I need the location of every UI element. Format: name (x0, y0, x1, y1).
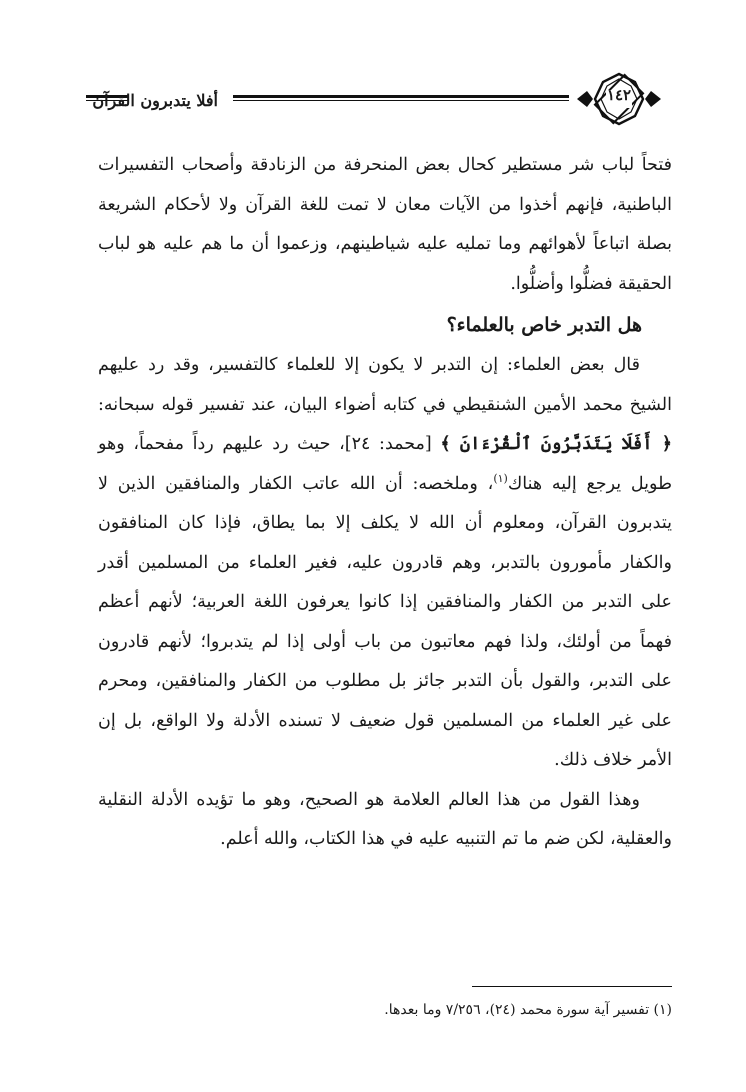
page-number: ١٤٢ (606, 86, 632, 104)
footnote: (١) تفسير آية سورة محمد (٢٤)، ٧/٢٥٦ وما بعدها. (384, 1002, 672, 1018)
section-heading: هل التدبر خاص بالعلماء؟ (446, 314, 642, 336)
footnote-marker[interactable]: (١) (493, 471, 508, 485)
header-rule-thin (233, 100, 569, 101)
footnote-separator (472, 986, 672, 987)
body-text (98, 146, 672, 860)
paragraph-3: وهذا القول من هذا العالم العلامة هو الصحيح، وهو ما تؤيده الأدلة النقلية والعقلية، لكن ضم ما تم التنبيه عليه في هذا الكتاب، والله أعلم. (98, 789, 672, 849)
paragraph-2 (98, 346, 672, 781)
paragraph-2-intro: قال بعض العلماء: إن التدبر لا يكون إلا للعلماء كالتفسير، وقد رد عليهم الشيخ محمد الأمين الشنقيطي في كتابه أضواء البيان، عند تفسير قوله سبحانه: (98, 355, 672, 415)
paragraph-1: فتحاً لباب شر مستطير كحال بعض المنحرفة من الزنادقة وأصحاب التفسيرات الباطنية، فإنهم أخذوا من الآيات معان لا تمت للغة القرآن ولا لأحكام الشريعة بصلة اتباعاً لأهوائهم وما تمليه عليه شياطينهم، وزعموا أن ما هم عليه هو لباب الحقيقة فضلُّوا وأضلُّوا. (98, 155, 672, 294)
paragraph-2-summary: ، وملخصه: أن الله عاتب الكفار والمنافقين الذين لا يتدبرون القرآن، ومعلوم أن الله لا يكلف إلا بما يطاق، فإذا كان المنافقون والكفار مأمورون بالتدبر، وهم قادرون عليه، فغير العلماء من المسلمين أقدر على التدبر من الكفار والمنافقين إذا كانوا يعرفون اللغة العربية؛ لأنهم أعظم فهماً من أولئك، ولذا فهم معاتبون من باب أولى إذا لم يتدبروا؛ لأنهم قادرون على التدبر، والقول بأن التدبر جائز بل مطلوب من الكفار والمنافقين، ومحرم على غير العلماء من المسلمين قول ضعيف لا تسنده الأدلة ولا الواقع، بل إن الأمر خلاف ذلك. (98, 473, 672, 770)
quran-verse: ﴿ أَفَلَا يَتَدَبَّرُونَ ٱلْقُرْءَانَ ﴾ (440, 434, 672, 454)
running-title: أفلا يتدبرون القرآن (92, 91, 218, 110)
verse-reference: [محمد: ٢٤]، حيث رد عليهم رداً مفحماً، وهو طويل يرجع إليه هناك (98, 434, 672, 494)
header-rule (233, 95, 569, 98)
